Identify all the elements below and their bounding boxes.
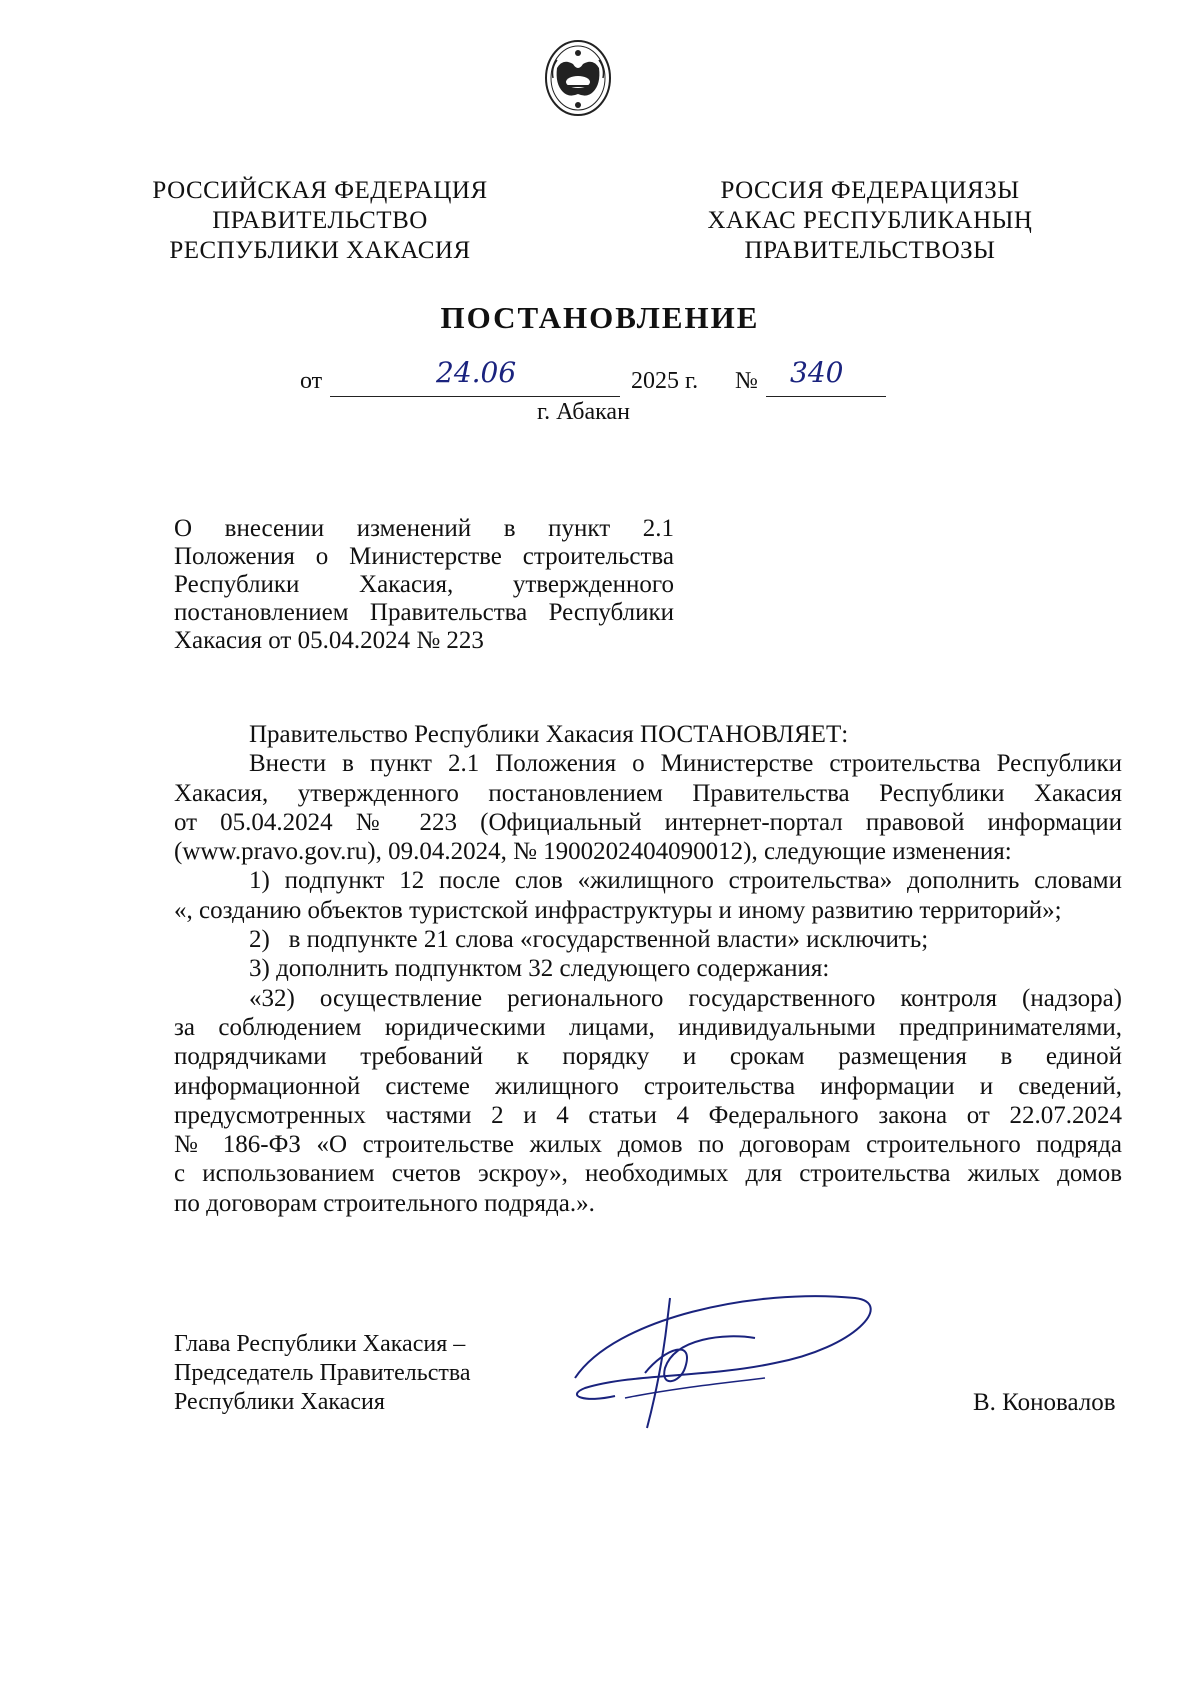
- intro-line-3: от 05.04.2024 № 223 (Официальный интернет-портал правовой информации: [174, 808, 1122, 836]
- item32-line-1: «32) осуществление регионального государственного контроля (надзора): [249, 984, 1122, 1012]
- intro-line-1: Внести в пункт 2.1 Положения о Министерстве строительства Республики: [249, 750, 1122, 778]
- signatory-position: [174, 1330, 471, 1417]
- header-right-line-3: ПРАВИТЕЛЬСТВОЗЫ: [744, 237, 996, 264]
- subject-line-1: О внесении изменений в пункт 2.1: [174, 515, 674, 542]
- from-label: от: [300, 368, 323, 394]
- date-underline: [330, 396, 620, 397]
- body-text: [174, 720, 1122, 1218]
- signatory-position-line-2: Председатель Правительства: [174, 1360, 471, 1386]
- signatory-position-line-3: Республики Хакасия: [174, 1389, 385, 1415]
- signatory-position-line-1: Глава Республики Хакасия –: [174, 1331, 466, 1357]
- signatory-name: В. Коновалов: [973, 1389, 1116, 1416]
- document-title: ПОСТАНОВЛЕНИЕ: [440, 300, 760, 335]
- intro-line-4: (www.pravo.gov.ru), 09.04.2024, № 1900202404090012), следующие изменения:: [174, 838, 1012, 866]
- item32-line-8: по договорам строительного подряда.».: [174, 1189, 595, 1217]
- item32-line-4: информационной системе жилищного строительства информации и сведений,: [174, 1072, 1122, 1100]
- header-left-line-1: РОССИЙСКАЯ ФЕДЕРАЦИЯ: [152, 177, 488, 204]
- item1-line-2: «, созданию объектов туристской инфраструктуры и иному развитию территорий»;: [174, 896, 1062, 924]
- item1-line-1: 1) подпункт 12 после слов «жилищного строительства» дополнить словами: [249, 867, 1122, 895]
- number-label: №: [735, 368, 758, 394]
- city-label: г. Абакан: [537, 399, 630, 425]
- header-right-line-1: РОССИЯ ФЕДЕРАЦИЯЗЫ: [720, 177, 1020, 204]
- item32-line-5: предусмотренных частями 2 и 4 статьи 4 Федерального закона от 22.07.2024: [174, 1101, 1122, 1129]
- header-left-line-3: РЕСПУБЛИКИ ХАКАСИЯ: [169, 237, 471, 264]
- header-right-block: [700, 176, 1040, 266]
- item32-line-6: № 186-ФЗ «О строительстве жилых домов по договорам строительного подряда: [174, 1131, 1122, 1159]
- header-left-line-2: ПРАВИТЕЛЬСТВО: [212, 207, 428, 234]
- handwritten-number: 340: [790, 356, 844, 389]
- header-left-block: [150, 176, 490, 266]
- subject-block: [174, 515, 674, 655]
- item32-line-3: подрядчиками требований к порядку и срокам размещения в единой: [174, 1043, 1122, 1071]
- number-underline: [766, 396, 886, 397]
- year-label: 2025 г.: [631, 368, 699, 394]
- item32-line-7: с использованием счетов эскроу», необходимых для строительства жилых домов: [174, 1160, 1122, 1188]
- subject-line-5: Хакасия от 05.04.2024 № 223: [174, 627, 484, 654]
- handwritten-signature: [555, 1278, 885, 1438]
- subject-line-4: постановлением Правительства Республики: [174, 599, 674, 626]
- header-right-line-2: ХАКАС РЕСПУБЛИКАНЫҢ: [707, 207, 1033, 234]
- handwritten-date: 24.06: [436, 356, 517, 389]
- coat-of-arms-emblem: [543, 38, 613, 118]
- item3-line: 3) дополнить подпунктом 32 следующего содержания:: [249, 955, 830, 983]
- subject-line-2: Положения о Министерстве строительства: [174, 543, 674, 570]
- subject-line-3: Республики Хакасия, утвержденного: [174, 571, 674, 598]
- item32-line-2: за соблюдением юридическими лицами, индивидуальными предпринимателями,: [174, 1013, 1122, 1041]
- resolves-line: Правительство Республики Хакасия ПОСТАНОВЛЯЕТ:: [249, 721, 849, 748]
- item2-line: 2) в подпункте 21 слова «государственной власти» исключить;: [249, 926, 929, 954]
- intro-line-2: Хакасия, утвержденного постановлением Правительства Республики Хакасия: [174, 779, 1122, 807]
